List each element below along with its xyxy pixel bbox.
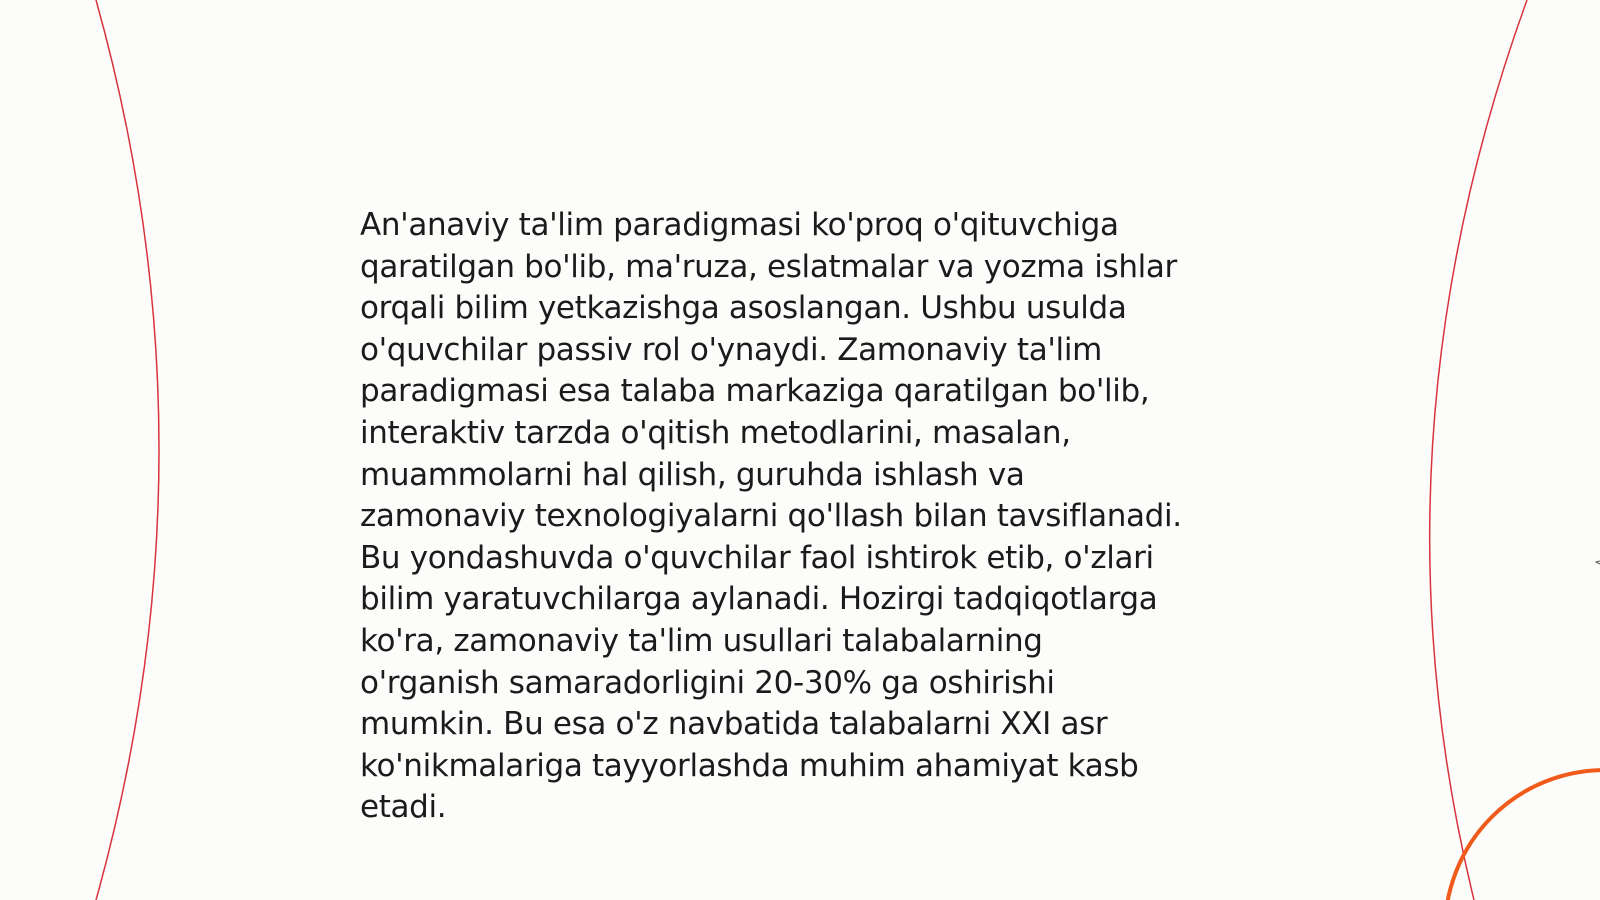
body-line: orqali bilim yetkazishga asoslangan. Ushbu usulda [360, 290, 1127, 327]
body-line: Bu yondashuvda o'quvchilar faol ishtirok etib, o'zlari [360, 539, 1154, 576]
body-line: interaktiv tarzda o'qitish metodlarini, masalan, [360, 414, 1071, 451]
edge-arrow-icon [1596, 561, 1600, 564]
body-line: ko'ra, zamonaviy ta'lim usullari talabalarning [360, 622, 1043, 659]
body-line: muammolarni hal qilish, guruhda ishlash va [360, 456, 1025, 493]
body-line: ko'nikmalariga tayyorlashda muhim ahamiyat kasb [360, 747, 1139, 784]
body-line: An'anaviy ta'lim paradigmasi ko'proq o'qituvchiga [360, 207, 1119, 243]
body-line: etadi. [360, 789, 447, 826]
body-line: bilim yaratuvchilarga aylanadi. Hozirgi tadqiqotlarga [360, 581, 1158, 618]
body-line: mumkin. Bu esa o'z navbatida talabalarni XXI asr [360, 706, 1108, 743]
body-line: qaratilgan bo'lib, ma'ruza, eslatmalar va yozma ishlar [360, 248, 1177, 285]
body-text [360, 205, 1260, 829]
body-line: paradigmasi esa talaba markaziga qaratilgan bo'lib, [360, 373, 1150, 410]
body-line: zamonaviy texnologiyalarni qo'llash bilan tavsiflanadi. [360, 498, 1182, 535]
orange-circle [1445, 770, 1600, 900]
body-line: o'quvchilar passiv rol o'ynaydi. Zamonaviy ta'lim [360, 331, 1102, 368]
right-curve [1430, 0, 1527, 900]
body-line: o'rganish samaradorligini 20-30% ga oshirishi [360, 664, 1055, 701]
left-curve [96, 0, 159, 900]
